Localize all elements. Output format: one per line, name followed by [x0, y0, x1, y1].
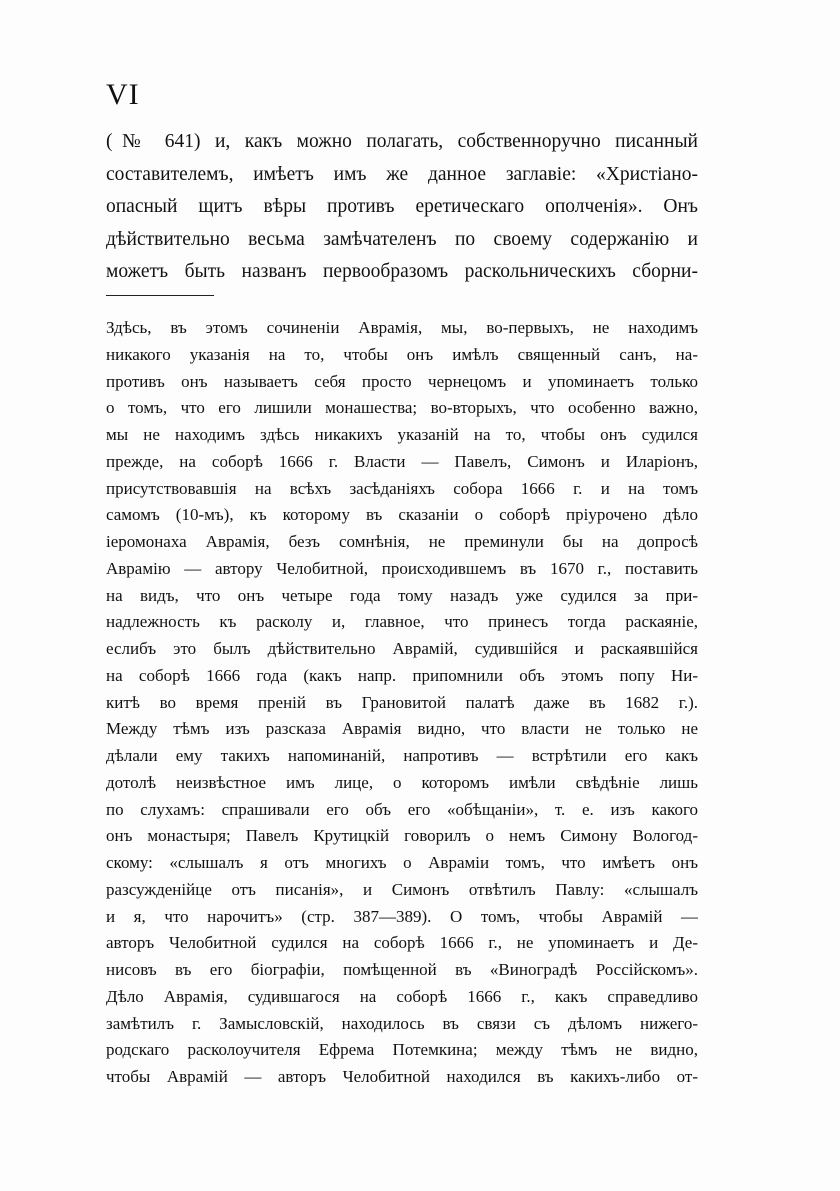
- footnote-line: чтобы Аврамій — авторъ Челобитной находился въ какихъ-либо от-: [106, 1067, 698, 1086]
- footnote-line: и я, что нарочитъ» (стр. 387—389). О томъ, чтобы Аврамій —: [106, 906, 698, 926]
- footnote-line: скому: «слышалъ я отъ многихъ о Авраміи томъ, что имѣетъ онъ: [106, 853, 698, 872]
- main-text-line: (№ 641) и, какъ можно полагать, собственноручно писанный: [106, 131, 698, 152]
- footnote-line: авторъ Челобитной судился на соборѣ 1666 г., не упоминаетъ и Де-: [106, 933, 698, 953]
- footnote-line: разсужденійце отъ писанія», и Симонъ отвѣтилъ Павлу: «слышалъ: [106, 879, 698, 899]
- footnote-line: противъ онъ называетъ себя просто чернецомъ и упоминаетъ только: [106, 371, 698, 391]
- footnote-line: на видъ, что онъ четыре года тому назадъ уже судился за при-: [106, 585, 698, 605]
- footnote-block: [106, 315, 698, 1091]
- footnote-line: онъ монастыря; Павелъ Крутицкій говорилъ о немъ Симону Вологод-: [106, 826, 698, 846]
- footnote-line: Здѣсь, въ этомъ сочиненіи Аврамія, мы, во-первыхъ, не находимъ: [106, 318, 698, 337]
- footnote-line: дотолѣ неизвѣстное имъ лице, о которомъ имѣли свѣдѣніе лишь: [106, 772, 698, 792]
- footnote-line: на соборѣ 1666 года (какъ напр. припомнили объ этомъ попу Ни-: [106, 665, 698, 685]
- main-text-line: составителемъ, имѣетъ имъ же данное заглавіе: «Христіано-: [106, 163, 698, 185]
- footnote-line: самомъ (10-мъ), къ которому въ сказаніи о соборѣ пріурочено дѣло: [106, 505, 698, 525]
- footnote-line: еслибъ это былъ дѣйствительно Аврамій, судившійся и раскаявшійся: [106, 639, 698, 658]
- footnote-line: никакого указанія на то, чтобы онъ имѣлъ священный санъ, на-: [106, 344, 698, 364]
- footnote-line: дѣлали ему такихъ напоминаній, напротивъ — встрѣтили его какъ: [106, 746, 698, 765]
- footnote-line: Дѣло Аврамія, судившагося на соборѣ 1666 г., какъ справедливо: [106, 986, 698, 1006]
- footnote-line: прежде, на соборѣ 1666 г. Власти — Павелъ, Симонъ и Иларіонъ,: [106, 451, 698, 471]
- footnote-line: нисовъ въ его біографіи, помѣщенной въ «Виноградѣ Россійскомъ».: [106, 960, 698, 979]
- footnote-separator-rule: [106, 295, 214, 296]
- footnote-line: родскаго расколоучителя Ефрема Потемкина; между тѣмъ не видно,: [106, 1040, 698, 1060]
- footnote-line: о томъ, что его лишили монашества; во-вторыхъ, что особенно важно,: [106, 398, 698, 418]
- footnote-line: присутствовавшія на всѣхъ засѣданіяхъ собора 1666 г. и на томъ: [106, 478, 698, 498]
- footnote-line: іеромонаха Аврамія, безъ сомнѣнія, не преминули бы на допросѣ: [106, 532, 698, 551]
- main-text-line: можетъ быть названъ первообразомъ раскольническихъ сборни-: [106, 261, 698, 282]
- footnote-line: Аврамію — автору Челобитной, происходившемъ въ 1670 г., поставить: [106, 558, 698, 578]
- main-text-line: опасный щитъ вѣры противъ еретическаго ополченія». Онъ: [106, 196, 698, 217]
- main-text-line: дѣйствительно весьма замѣчателенъ по своему содержанію и: [106, 228, 698, 250]
- page-number: VI: [106, 78, 140, 111]
- footnote-line: китѣ во время преній въ Грановитой палатѣ даже въ 1682 г.).: [106, 692, 698, 712]
- footnote-line: надлежность къ расколу и, главное, что принесъ тогда раскаяніе,: [106, 612, 698, 632]
- footnote-line: замѣтилъ г. Замысловскій, находилось въ связи съ дѣломъ нижего-: [106, 1013, 698, 1033]
- main-text-block: [106, 126, 698, 289]
- footnote-line: мы не находимъ здѣсь никакихъ указаній на то, чтобы онъ судился: [106, 425, 698, 444]
- footnote-line: Между тѣмъ изъ разсказа Аврамія видно, что власти не только не: [106, 719, 698, 739]
- footnote-line: по слухамъ: спрашивали его объ его «обѣщаніи», т. е. изъ какого: [106, 799, 698, 819]
